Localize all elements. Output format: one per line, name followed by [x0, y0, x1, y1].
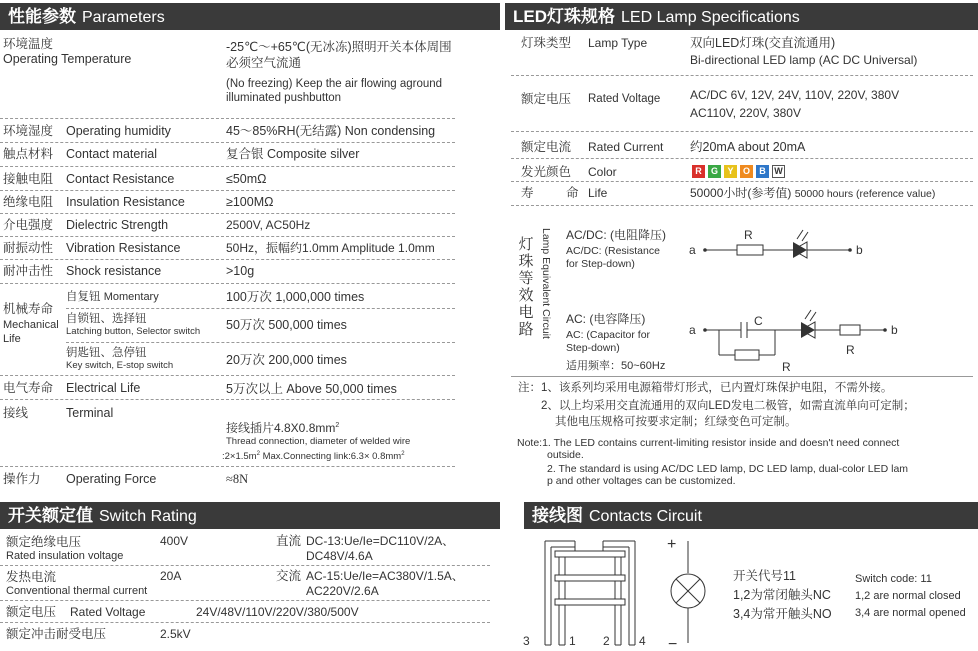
terminal-1: 1: [569, 634, 576, 648]
insulation-en: Rated insulation voltage: [6, 550, 124, 562]
terminal-value1-sup: 2: [335, 422, 340, 429]
life-sub-cn: 自锁钮、选择钮: [66, 313, 147, 325]
contact-bar: [555, 551, 625, 557]
divider: [0, 466, 455, 467]
thermal-cn: 发热电流: [6, 570, 57, 584]
ac-capacitor-label: C: [754, 314, 763, 328]
divider: [0, 600, 490, 601]
life-sub-value: 20万次 200,000 times: [226, 353, 347, 367]
plus-sign: +: [667, 536, 677, 553]
rated-voltage-en: Rated Voltage: [70, 605, 146, 619]
ac-node-b: b: [891, 323, 898, 337]
dc-en1: AC/DC: (Resistance: [566, 245, 660, 257]
divider: [0, 399, 455, 400]
led-life-cn1: 寿: [521, 186, 534, 200]
row-value: 复合银 Composite silver: [226, 147, 360, 161]
ac-en1: AC: (Capacitor for: [566, 329, 651, 341]
contact-bar: [555, 599, 625, 605]
terminal-en: Terminal: [66, 406, 114, 420]
no-en: 3,4 are normal opened: [855, 607, 966, 619]
lamp-type-value1: 双向LED灯珠(交直流通用): [690, 36, 836, 50]
terminal-value1: [226, 418, 339, 436]
row-label-cn: 耐冲击性: [3, 264, 54, 278]
life-sub-cn: 钥匙钮、急停钮: [66, 347, 147, 359]
note-cn-1: 注：1、该系列均采用电源箱带灯形式，已内置灯珠保护电阻，不需外接。: [518, 382, 893, 394]
dc-title: AC/DC: (电阻降压): [566, 228, 666, 242]
led-current-value: 约20mA about 20mA: [690, 140, 806, 154]
dc-en2: for Step-down): [566, 258, 635, 270]
row-value: 45～85%RH(无结露) Non condensing: [226, 124, 436, 138]
parameters-header-en: Parameters: [82, 9, 165, 26]
no-cn: 3,4为常开触头NO: [733, 607, 832, 621]
life-label-cn: 机械寿命: [3, 302, 54, 316]
ac-cn: 交流: [276, 569, 302, 583]
note-en-2: outside.: [547, 449, 584, 461]
led-header-en: LED Lamp Specifications: [621, 9, 800, 26]
temp-value-cn1: -25℃～+65℃(无冰冻)照明开关本体周围: [226, 40, 452, 54]
life-sub-en: Momentary: [103, 291, 159, 303]
ac-series-resistor: [840, 325, 860, 335]
dc-line2: DC48V/4.6A: [306, 549, 373, 563]
rated-voltage-cn: 额定电压: [6, 605, 57, 619]
dc-line1: DC-13:Ue/Ie=DC110V/2A、: [306, 534, 455, 548]
terminal-4: 4: [639, 634, 646, 648]
terminal-value2: Thread connection, diameter of welded wire: [226, 436, 411, 447]
thermal-value: 20A: [160, 569, 182, 583]
divider: [0, 236, 455, 237]
row-value: 2500V, AC50Hz: [226, 218, 311, 232]
circuit-vertical-en: Lamp Equivalent Circuit: [540, 228, 552, 339]
note-en-3: 2. The standard is using AC/DC LED lamp, DC LED lamp, dual-color LED lam: [547, 463, 909, 475]
divider: [0, 166, 455, 167]
led-voltage-value2: AC110V, 220V, 380V: [690, 106, 801, 120]
ac-parallel-resistor-label: R: [782, 360, 791, 374]
impulse-value: 2.5kV: [160, 627, 191, 641]
life-sub-cn-text: 自复钮: [66, 291, 101, 303]
led-life-value-en: 50000 hours (reference value): [794, 188, 936, 200]
dc-cn: 直流: [276, 534, 302, 548]
ac-freq: 适用频率：50~60Hz: [566, 360, 666, 372]
led-life-value: [690, 186, 935, 202]
row-label-cn: 环境湿度: [3, 124, 54, 138]
force-value: ≈8N: [226, 472, 249, 486]
temp-label-en: Operating Temperature: [3, 52, 132, 66]
divider: [511, 181, 973, 182]
led-voltage-cn: 额定电压: [521, 92, 572, 106]
thermal-en: Conventional thermal current: [6, 585, 148, 597]
insulation-value: 400V: [160, 534, 189, 548]
row-label-cn: 介电强度: [3, 218, 54, 232]
life-sub-cn: [66, 290, 159, 305]
row-label-en: Operating humidity: [66, 124, 171, 138]
led-voltage-en: Rated Voltage: [588, 93, 661, 105]
insulation-cn: 额定绝缘电压: [6, 535, 82, 549]
divider: [511, 131, 973, 132]
life-sub-value: 50万次 500,000 times: [226, 318, 347, 332]
divider: [0, 259, 455, 260]
dc-node-b: b: [856, 243, 863, 257]
dc-circuit-diagram: [685, 225, 875, 270]
row-label-en: Contact material: [66, 147, 158, 161]
color-badge-g: G: [708, 165, 721, 178]
led-current-en: Rated Current: [588, 140, 664, 154]
note-cn-3: 其他电压规格可按要求定制；红绿变色可定制。: [555, 416, 797, 428]
lamp-type-value2: Bi-directional LED lamp (AC DC Universal): [690, 53, 918, 67]
impulse-cn: 额定冲击耐受电压: [6, 627, 107, 641]
minus-sign: −: [668, 636, 678, 651]
led-life-value-cn: 50000小时(参考值): [690, 186, 792, 200]
switch-rating-header: [0, 502, 500, 529]
temp-value-en2: illuminated pushbutton: [226, 92, 342, 104]
led-header-cn: LED灯珠规格: [513, 7, 615, 26]
color-badges: [692, 163, 788, 178]
led-life-cn2: 命: [566, 186, 579, 200]
divider: [0, 142, 455, 143]
divider: [511, 376, 973, 377]
divider: [66, 342, 455, 343]
lamp-type-en: Lamp Type: [588, 36, 648, 50]
nc-en: 1,2 are normal closed: [855, 590, 961, 602]
life-sub-en: Latching button, Selector switch: [66, 326, 201, 337]
ac-en2: Step-down): [566, 342, 620, 354]
row-label-cn: 耐振动性: [3, 241, 54, 255]
nc-cn: 1,2为常闭触头NC: [733, 588, 831, 602]
row-value: ≤50mΩ: [226, 172, 267, 186]
terminal-value3b-text: Max.Connecting link:6.3× 0.8mm: [259, 451, 402, 463]
switch-rating-header-cn: 开关额定值: [8, 506, 93, 525]
force-cn: 操作力: [3, 472, 41, 486]
led-header: [505, 3, 978, 30]
life-label-en1: Mechanical: [3, 319, 59, 331]
row-value: 50Hz，振幅约1.0mm Amplitude 1.0mm: [226, 241, 435, 255]
ac-parallel-resistor: [735, 350, 759, 360]
divider: [0, 622, 490, 623]
ac-title: AC: (电容降压): [566, 312, 646, 326]
note-en-4: p and other voltages can be customized.: [547, 475, 736, 487]
divider: [511, 158, 973, 159]
divider: [0, 375, 455, 376]
elec-life-en: Electrical Life: [66, 381, 141, 395]
rated-voltage-value: 24V/48V/110V/220V/380/500V: [196, 605, 359, 619]
divider: [511, 75, 973, 76]
color-badge-r: R: [692, 165, 705, 178]
ac-series-resistor-label: R: [846, 343, 855, 357]
circuit-vertical-cn: 灯珠等效电路: [518, 236, 534, 338]
ac-line2: AC220V/2.6A: [306, 584, 379, 598]
terminal-3: 3: [523, 634, 530, 648]
temp-value-cn2: 必须空气流通: [226, 56, 302, 70]
note-cn-2: 2、以上均采用交直流通用的双向LED发电二极管，如需直流单向可定制；: [541, 400, 915, 412]
switch-rating-header-en: Switch Rating: [99, 508, 197, 525]
ac-line1: AC-15:Ue/Ie=AC380V/1.5A、: [306, 569, 464, 583]
divider: [0, 190, 455, 191]
elec-life-value: 5万次以上 Above 50,000 times: [226, 382, 397, 396]
dc-node-a: a: [689, 243, 696, 257]
note-en-1: Note:1. The LED contains current-limiting resistor inside and doesn't need connect: [517, 437, 900, 449]
terminal-2: 2: [603, 634, 610, 648]
ac-circuit-diagram: [685, 300, 915, 375]
row-value: >10g: [226, 264, 255, 278]
contacts-diagram: [515, 533, 715, 651]
terminal-value3: [222, 449, 405, 462]
led-color-en: Color: [588, 165, 617, 179]
led-life-en: Life: [588, 186, 608, 200]
row-label-cn: 触点材料: [3, 147, 54, 161]
dc-led-symbol: [793, 242, 807, 258]
row-label-en: Shock resistance: [66, 264, 162, 278]
divider: [511, 205, 973, 206]
terminal-value3b-sup: 2: [401, 451, 405, 457]
life-label-en2: Life: [3, 333, 21, 345]
life-sub-en: Key switch, E-stop switch: [66, 360, 174, 371]
row-label-en: Insulation Resistance: [66, 195, 185, 209]
dc-resistor-label: R: [744, 228, 753, 242]
led-color-cn: 发光颜色: [521, 165, 572, 179]
color-badge-o: O: [740, 165, 753, 178]
divider: [0, 565, 490, 566]
color-badge-y: Y: [724, 165, 737, 178]
temp-label-cn: 环境温度: [3, 37, 54, 51]
lamp-type-cn: 灯珠类型: [521, 36, 572, 50]
switch-code-cn: 开关代号11: [733, 569, 796, 583]
row-label-en: Vibration Resistance: [66, 241, 181, 255]
terminal-value3-text: :2×1.5m: [222, 451, 257, 463]
divider: [66, 308, 455, 309]
row-label-en: Dielectric Strength: [66, 218, 169, 232]
divider: [0, 118, 455, 119]
ac-led-symbol: [801, 322, 815, 338]
row-label-cn: 绝缘电阻: [3, 195, 54, 209]
divider: [0, 213, 455, 214]
ac-node-a: a: [689, 323, 696, 337]
parameters-header-cn: 性能参数: [8, 7, 76, 26]
switch-code-en: Switch code: 11: [855, 573, 932, 585]
terminal-cn: 接线: [3, 406, 29, 420]
elec-life-cn: 电气寿命: [3, 381, 54, 395]
life-sub-value: 100万次 1,000,000 times: [226, 290, 365, 304]
contacts-header: [524, 502, 978, 529]
terminal-value3-sup: 2: [256, 451, 260, 457]
terminal-value1-text: 接线插片4.8X0.8mm: [226, 421, 336, 435]
color-badge-w: W: [772, 165, 785, 178]
parameters-header: [0, 3, 500, 30]
led-current-cn: 额定电流: [521, 140, 572, 154]
contact-bar: [555, 575, 625, 581]
force-en: Operating Force: [66, 472, 157, 486]
led-voltage-value1: AC/DC 6V, 12V, 24V, 110V, 220V, 380V: [690, 88, 900, 102]
row-value: ≥100MΩ: [226, 195, 274, 209]
dc-resistor: [737, 245, 763, 255]
color-badge-b: B: [756, 165, 769, 178]
divider: [0, 283, 455, 284]
row-label-en: Contact Resistance: [66, 172, 175, 186]
temp-value-en1: (No freezing) Keep the air flowing aground: [226, 78, 443, 90]
contacts-header-cn: 接线图: [532, 506, 583, 525]
contacts-header-en: Contacts Circuit: [589, 508, 702, 525]
row-label-cn: 接触电阻: [3, 172, 54, 186]
